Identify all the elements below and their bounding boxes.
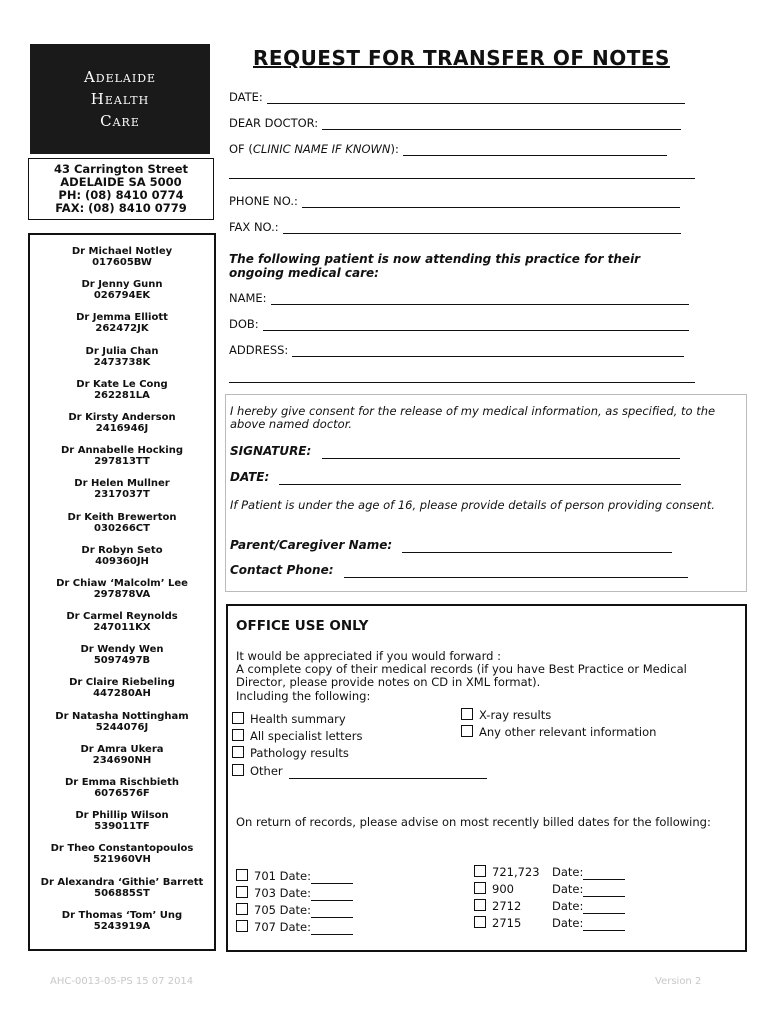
doctor-code: 521960VH <box>93 854 151 866</box>
logo-line-3: Care <box>100 112 140 130</box>
fax-field[interactable] <box>229 220 681 234</box>
date-word: Date: <box>552 916 584 930</box>
doctor-name: Dr Wendy Wen <box>80 644 164 656</box>
doctor-entry <box>30 744 214 777</box>
doctor-name: Dr Robyn Seto <box>81 544 163 556</box>
doctor-name: Dr Jemma Elliott <box>76 312 168 324</box>
checkbox-icon[interactable] <box>236 920 248 932</box>
dob-line[interactable] <box>263 320 689 331</box>
doctor-entry <box>30 412 214 445</box>
office-including: Including the following: <box>236 689 371 703</box>
doctor-name: Dr Kirsty Anderson <box>68 411 176 423</box>
doctor-entry <box>30 777 214 810</box>
office-intro: It would be appreciated if you would forward : <box>236 649 501 663</box>
billing-date-line[interactable] <box>583 883 625 897</box>
billing-code: 721,723 <box>492 865 540 879</box>
billing-721-723[interactable] <box>474 865 625 880</box>
doctor-code: 247011KX <box>93 622 151 634</box>
patient-intro: The following patient is now attending this practice for their ongoing medical care: <box>229 252 641 280</box>
doctor-name: Dr Thomas ‘Tom’ Ung <box>61 909 183 921</box>
doctor-code: 297813TT <box>94 456 150 468</box>
billing-date-line[interactable] <box>311 904 353 918</box>
form-title: REQUEST FOR TRANSFER OF NOTES <box>253 46 670 70</box>
billing-code: 701 <box>254 869 276 883</box>
name-line[interactable] <box>271 294 689 305</box>
billing-code: 707 <box>254 920 276 934</box>
doctor-code: 017605BW <box>92 257 152 268</box>
consent-date-line[interactable] <box>279 471 681 485</box>
address-street: 43 Carrington Street <box>53 162 189 176</box>
logo-line-2: Health <box>90 90 150 108</box>
doctor-code: 2473738K <box>93 356 151 368</box>
checkbox-label: X-ray results <box>479 708 552 722</box>
doctor-entry <box>30 843 214 876</box>
checkbox-icon[interactable] <box>236 869 248 881</box>
address-fax: FAX: (08) 8410 0779 <box>55 201 187 215</box>
checkbox-label: Pathology results <box>250 746 349 760</box>
consent-box <box>225 394 747 592</box>
doctor-entry <box>30 246 214 279</box>
checkbox-other[interactable] <box>232 764 487 779</box>
checkbox-specialist-letters[interactable] <box>232 729 362 743</box>
date-line[interactable] <box>267 93 685 104</box>
form-version: Version 2 <box>655 976 702 987</box>
doctor-name: Dr Michael Notley <box>71 246 173 257</box>
dob-field[interactable] <box>229 317 689 331</box>
dob-label: DOB: <box>229 317 259 331</box>
checkbox-icon[interactable] <box>232 764 244 776</box>
doctor-name: Dr Alexandra ‘Githie’ Barrett <box>40 876 204 888</box>
billing-900[interactable] <box>474 882 625 897</box>
checkbox-label: Health summary <box>250 712 346 726</box>
billing-date-line[interactable] <box>311 887 353 901</box>
doctor-name: Dr Chiaw ‘Malcolm’ Lee <box>56 577 188 589</box>
billing-2712[interactable] <box>474 899 625 914</box>
doctor-name: Dr Amra Ukera <box>80 743 164 755</box>
office-use-box <box>226 604 747 952</box>
doctor-name: Dr Jenny Gunn <box>81 279 163 291</box>
checkbox-pathology[interactable] <box>232 746 349 760</box>
of-close: ): <box>390 142 399 156</box>
doctor-code: 262281LA <box>94 389 150 401</box>
doctor-entry <box>30 578 214 611</box>
doctor-entry <box>30 346 214 379</box>
doctor-entry <box>30 478 214 511</box>
doctor-list <box>28 233 216 951</box>
checkbox-icon[interactable] <box>461 725 473 737</box>
doctor-entry <box>30 512 214 545</box>
consent-date-label: DATE: <box>230 470 270 484</box>
doctor-entry <box>30 379 214 412</box>
doctor-code: 506885ST <box>94 887 150 899</box>
doctor-name: Dr Carmel Reynolds <box>66 611 178 623</box>
dear-doctor-line[interactable] <box>322 119 681 130</box>
billing-code: 703 <box>254 886 276 900</box>
checkbox-icon[interactable] <box>236 903 248 915</box>
billing-code: 2712 <box>492 899 522 913</box>
doctor-entry <box>30 910 214 943</box>
date-field[interactable] <box>229 90 685 104</box>
of-label: OF ( <box>229 142 253 156</box>
checkbox-icon[interactable] <box>232 712 244 724</box>
address-field[interactable] <box>229 343 684 357</box>
doctor-entry <box>30 279 214 312</box>
clinic-address-box <box>28 158 214 220</box>
doctor-name: Dr Claire Riebeling <box>69 677 175 689</box>
doctor-code: 5243919A <box>93 920 151 932</box>
address-line-2[interactable] <box>229 382 695 383</box>
doctor-entry <box>30 445 214 478</box>
checkbox-icon[interactable] <box>461 708 473 720</box>
consent-text: I hereby give consent for the release of my medical information, as specified, to the above named doctor. <box>230 404 716 431</box>
billing-date-line[interactable] <box>583 917 625 931</box>
dear-doctor-label: DEAR DOCTOR: <box>229 116 319 130</box>
clinic-field[interactable] <box>229 142 667 156</box>
doctor-name: Dr Kate Le Cong <box>76 378 168 390</box>
phone-line[interactable] <box>302 197 680 208</box>
parent-name-line[interactable] <box>402 539 672 553</box>
parent-name-label: Parent/Caregiver Name: <box>230 538 393 552</box>
fax-line[interactable] <box>283 223 681 234</box>
billing-703[interactable] <box>236 886 353 901</box>
clinic-logo <box>30 44 210 154</box>
address-line[interactable] <box>292 346 684 357</box>
clinic-line[interactable] <box>403 145 667 156</box>
date-word: Date: <box>552 899 584 913</box>
doctor-code: 030266CT <box>94 522 150 534</box>
consent-date-field[interactable] <box>230 471 681 485</box>
signature-line[interactable] <box>322 445 680 459</box>
checkbox-label: All specialist letters <box>250 729 363 743</box>
date-word: Date: <box>552 882 584 896</box>
billing-date-line[interactable] <box>311 870 353 884</box>
doctor-code: 026794EK <box>93 290 151 302</box>
doctor-code: 5097497B <box>93 655 151 667</box>
checkbox-icon[interactable] <box>474 899 486 911</box>
doctor-code: 5244076J <box>95 721 149 733</box>
checkbox-icon[interactable] <box>474 916 486 928</box>
doctor-name: Dr Julia Chan <box>85 345 159 357</box>
dear-doctor-field[interactable] <box>229 116 681 130</box>
billing-2715[interactable] <box>474 916 625 931</box>
fax-label: FAX NO.: <box>229 220 279 234</box>
clinic-hint: CLINIC NAME IF KNOWN <box>252 142 391 156</box>
date-word: Date: <box>279 920 311 934</box>
name-field[interactable] <box>229 291 689 305</box>
doctor-code: 447280AH <box>93 688 151 700</box>
office-heading: OFFICE USE ONLY <box>236 618 369 634</box>
doctor-entry <box>30 877 214 910</box>
form-code: AHC-0013-05-PS 15 07 2014 <box>50 976 194 987</box>
doctor-code: 234690NH <box>92 754 152 766</box>
checkbox-label: Any other relevant information <box>479 725 657 739</box>
doctor-code: 409360JH <box>95 555 149 567</box>
address-phone: PH: (08) 8410 0774 <box>58 188 184 202</box>
billing-date-line[interactable] <box>583 866 625 880</box>
return-instructions: On return of records, please advise on most recently billed dates for the following: <box>236 815 711 829</box>
doctor-entry <box>30 545 214 578</box>
signature-label: SIGNATURE: <box>230 444 312 458</box>
name-label: NAME: <box>229 291 267 305</box>
billing-code: 900 <box>492 882 514 896</box>
date-label: DATE: <box>229 90 263 104</box>
billing-code: 705 <box>254 903 276 917</box>
doctor-entry <box>30 711 214 744</box>
contact-phone-label: Contact Phone: <box>230 563 334 577</box>
checkbox-icon[interactable] <box>474 882 486 894</box>
under-16-note: If Patient is under the age of 16, please provide details of person providing consent. <box>230 498 715 512</box>
doctor-name: Dr Annabelle Hocking <box>60 445 184 457</box>
doctor-code: 297878VA <box>93 588 151 600</box>
doctor-entry <box>30 677 214 710</box>
doctor-entry <box>30 810 214 843</box>
parent-name-field[interactable] <box>230 539 672 553</box>
doctor-name: Dr Phillip Wilson <box>75 810 169 822</box>
billing-705[interactable] <box>236 903 353 918</box>
logo-line-1: Adelaide <box>83 68 157 86</box>
doctor-code: 262472JK <box>95 323 149 335</box>
billing-707[interactable] <box>236 920 353 935</box>
date-word: Date: <box>279 903 311 917</box>
checkbox-other-relevant[interactable] <box>461 725 656 739</box>
address-city: ADELAIDE SA 5000 <box>60 175 182 189</box>
clinic-line-2[interactable] <box>229 178 695 179</box>
phone-label: PHONE NO.: <box>229 194 298 208</box>
contact-phone-field[interactable] <box>230 564 688 578</box>
contact-phone-line[interactable] <box>344 564 688 578</box>
checkbox-icon[interactable] <box>474 865 486 877</box>
checkbox-icon[interactable] <box>236 886 248 898</box>
checkbox-label: Other <box>250 764 283 778</box>
checkbox-icon[interactable] <box>232 729 244 741</box>
date-word: Date: <box>279 869 311 883</box>
phone-field[interactable] <box>229 194 680 208</box>
doctor-code: 2416946J <box>95 422 149 434</box>
checkbox-xray[interactable] <box>461 708 551 722</box>
billing-date-line[interactable] <box>583 900 625 914</box>
doctor-name: Dr Natasha Nottingham <box>55 710 189 722</box>
billing-701[interactable] <box>236 869 353 884</box>
doctor-name: Dr Keith Brewerton <box>67 511 177 523</box>
office-copy-request: A complete copy of their medical records (if you have Best Practice or Medical Director, please provide notes on CD in XML format). <box>236 662 687 689</box>
signature-field[interactable] <box>230 445 680 459</box>
doctor-name: Dr Emma Rischbieth <box>64 777 179 788</box>
date-word: Date: <box>552 865 584 879</box>
billing-date-line[interactable] <box>311 921 353 935</box>
checkbox-health-summary[interactable] <box>232 712 346 726</box>
doctor-entry <box>30 644 214 677</box>
doctor-entry <box>30 611 214 644</box>
checkbox-icon[interactable] <box>232 746 244 758</box>
billing-code: 2715 <box>492 916 522 930</box>
address-label: ADDRESS: <box>229 343 289 357</box>
doctor-code: 539011TF <box>94 821 150 833</box>
doctor-code: 2317037T <box>94 489 150 501</box>
doctor-name: Dr Theo Constantopoulos <box>50 843 194 855</box>
doctor-code: 6076576F <box>94 788 150 799</box>
other-line[interactable] <box>289 765 487 779</box>
doctor-entry <box>30 312 214 345</box>
doctor-name: Dr Helen Mullner <box>74 478 170 490</box>
date-word: Date: <box>279 886 311 900</box>
